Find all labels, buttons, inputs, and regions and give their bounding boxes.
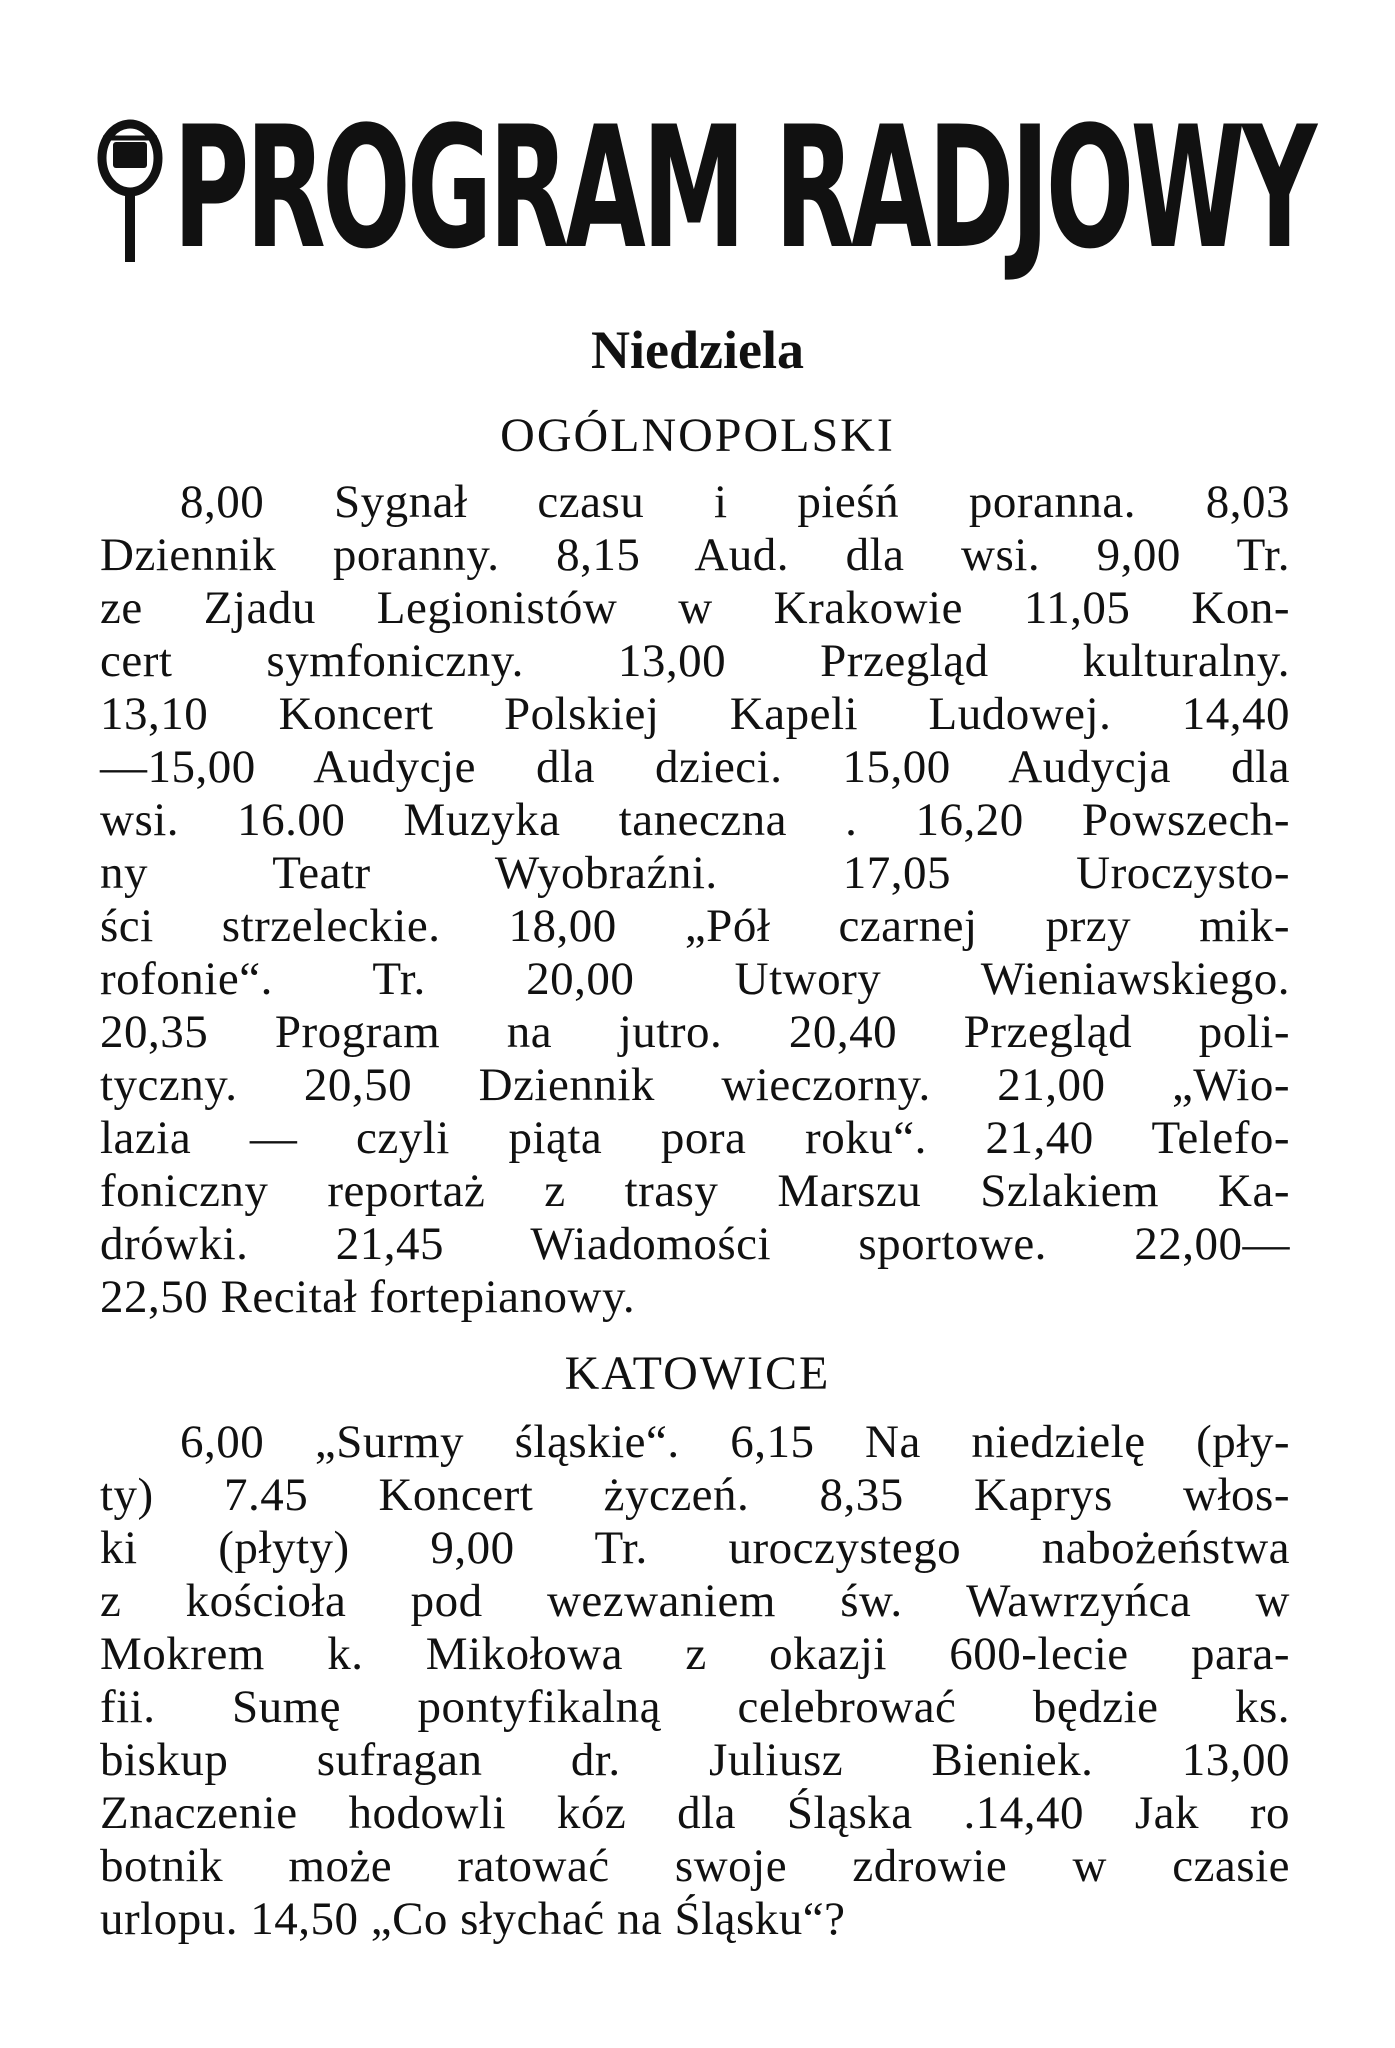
program-line: lazia — czyli piąta pora roku“. 21,40 Telefo- xyxy=(100,1112,1290,1164)
program-line: botnik może ratować swoje zdrowie w czasie xyxy=(100,1840,1290,1892)
section-body-ogolnopolski xyxy=(100,476,1290,1324)
program-line: ze Zjadu Legionistów w Krakowie 11,05 Kon- xyxy=(100,582,1290,634)
program-line: urlopu. 14,50 „Co słychać na Śląsku“? xyxy=(100,1893,846,1945)
program-line: rofonie“. Tr. 20,00 Utwory Wieniawskiego. xyxy=(100,953,1290,1005)
section-heading-katowice: KATOWICE xyxy=(564,1347,831,1400)
program-line: foniczny reportaż z trasy Marszu Szlakiem Ka- xyxy=(100,1165,1290,1217)
masthead-title: PROGRAM RADJOWY xyxy=(173,89,1314,286)
program-line: ty) 7.45 Koncert życzeń. 8,35 Kaprys włos- xyxy=(100,1469,1290,1521)
radio-microphone-icon xyxy=(95,108,165,268)
program-line: ny Teatr Wyobraźni. 17,05 Uroczysto- xyxy=(100,847,1290,899)
masthead xyxy=(95,89,1314,286)
program-line: 20,35 Program na jutro. 20,40 Przegląd poli- xyxy=(100,1006,1290,1058)
program-line: tyczny. 20,50 Dziennik wieczorny. 21,00 „Wio- xyxy=(100,1059,1290,1111)
program-line: z kościoła pod wezwaniem św. Wawrzyńca w xyxy=(100,1575,1290,1627)
program-line: 6,00 „Surmy śląskie“. 6,15 Na niedzielę (pły- xyxy=(180,1416,1290,1468)
program-line: 8,00 Sygnał czasu i pieśń poranna. 8,03 xyxy=(180,476,1290,528)
program-line: Dziennik poranny. 8,15 Aud. dla wsi. 9,00 Tr. xyxy=(100,529,1290,581)
program-line: Mokrem k. Mikołowa z okazji 600-lecie para- xyxy=(100,1628,1290,1680)
program-line: biskup sufragan dr. Juliusz Bieniek. 13,00 xyxy=(100,1734,1290,1786)
program-line: cert symfoniczny. 13,00 Przegląd kulturalny. xyxy=(100,635,1290,687)
program-line: drówki. 21,45 Wiadomości sportowe. 22,00— xyxy=(100,1218,1290,1270)
program-line: Znaczenie hodowli kóz dla Śląska .14,40 Jak ro xyxy=(100,1787,1290,1839)
program-line: fii. Sumę pontyfikalną celebrować będzie ks. xyxy=(100,1681,1290,1733)
section-heading-ogolnopolski: OGÓLNOPOLSKI xyxy=(500,409,895,462)
program-line: —15,00 Audycje dla dzieci. 15,00 Audycja dla xyxy=(100,741,1290,793)
program-line: ki (płyty) 9,00 Tr. uroczystego nabożeństwa xyxy=(100,1522,1290,1574)
program-line: 22,50 Recitał fortepianowy. xyxy=(100,1271,636,1323)
section-body-katowice xyxy=(100,1416,1290,1946)
day-title: Niedziela xyxy=(591,320,804,380)
program-line: wsi. 16.00 Muzyka taneczna . 16,20 Powszech- xyxy=(100,794,1290,846)
program-line: ści strzeleckie. 18,00 „Pół czarnej przy mik- xyxy=(100,900,1290,952)
program-line: 13,10 Koncert Polskiej Kapeli Ludowej. 14,40 xyxy=(100,688,1290,740)
